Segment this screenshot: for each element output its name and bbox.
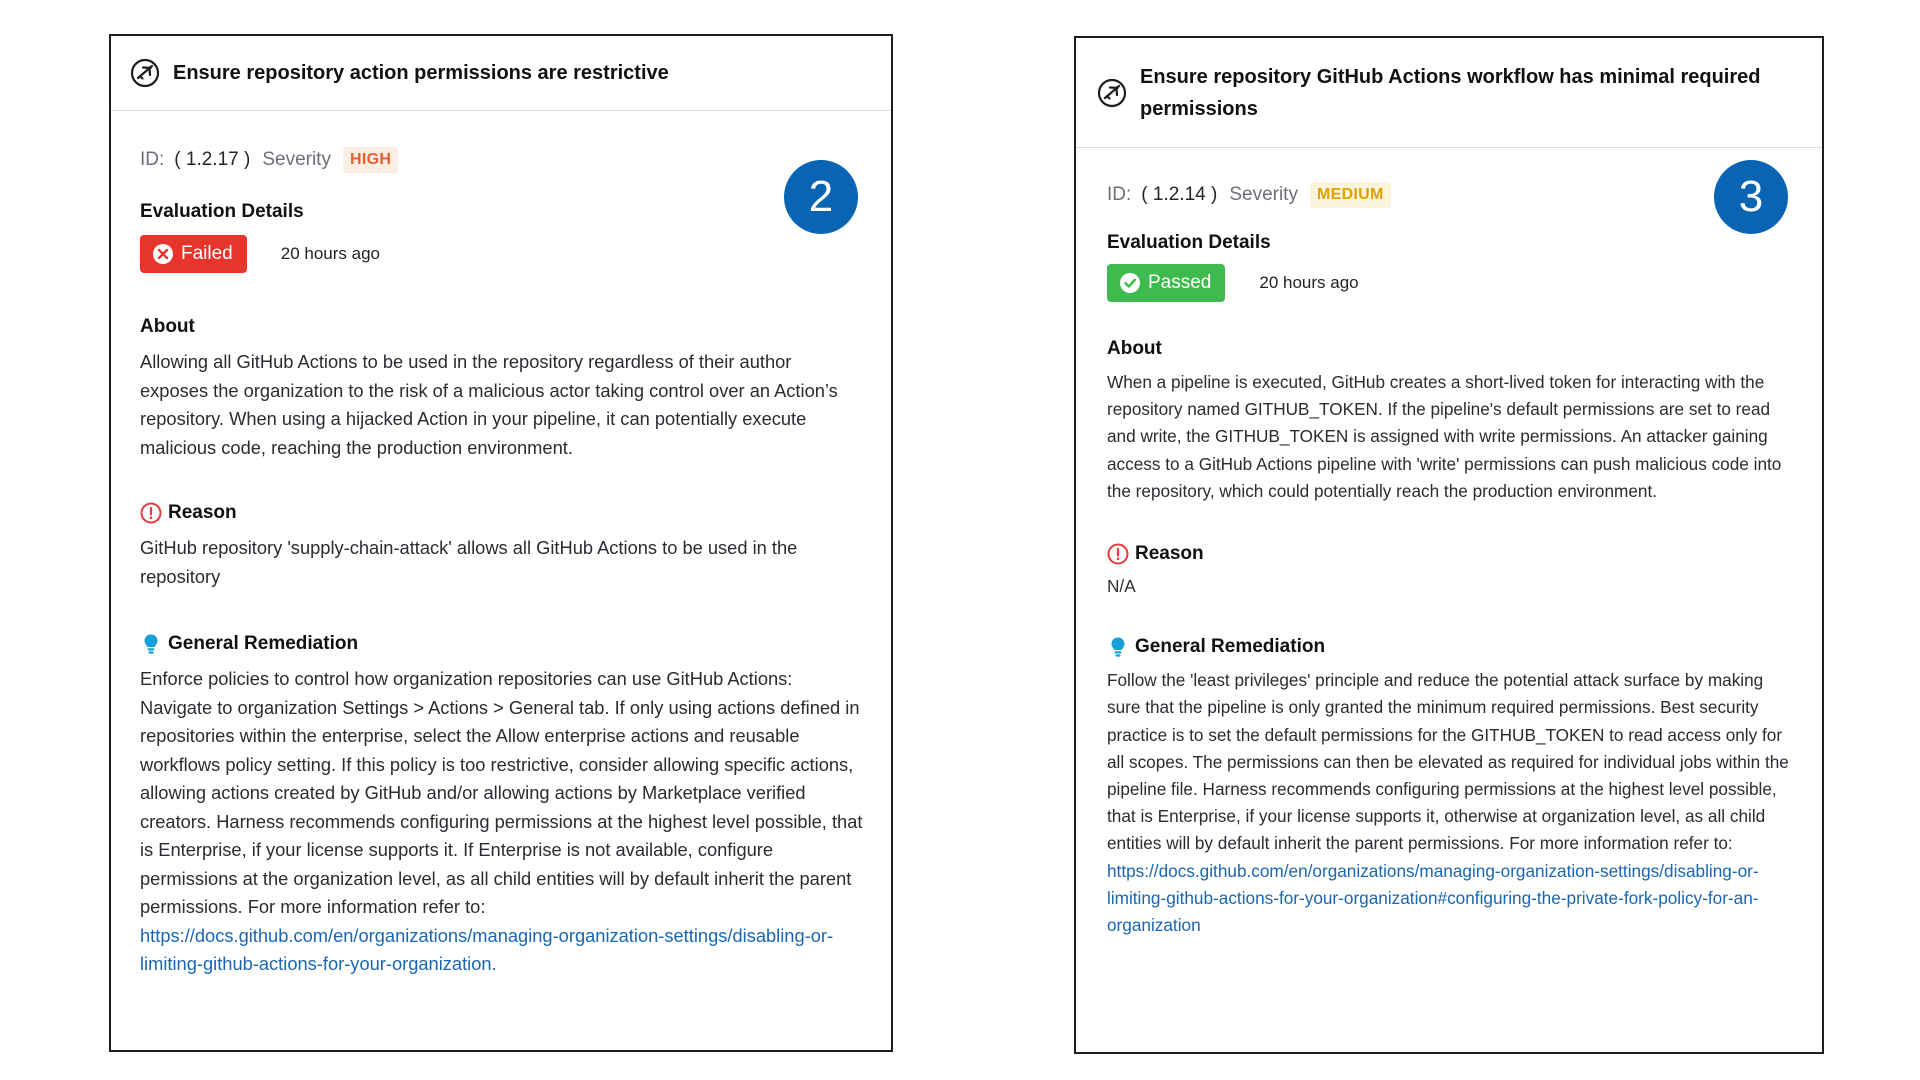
about-heading: About [140,316,195,337]
remediation-link[interactable]: https://docs.github.com/en/organizations/managing-organization-settings/disabling-or-limiting-github-actions-for-your-organization. [140,924,834,974]
card-header [111,36,891,111]
reason-text: GitHub repository 'supply-chain-attack' allows all GitHub Actions to be used in the repository [140,537,798,587]
card-title: Ensure repository GitHub Actions workflow has minimal required permissions [1140,65,1761,120]
remediation-text [140,665,863,979]
severity-badge: MEDIUM [1310,182,1391,208]
card-title: Ensure repository action permissions are restrictive [173,62,669,84]
exclamation-circle-icon [1107,543,1129,565]
status-label: Failed [181,243,233,264]
remediation-heading-label: General Remediation [1135,636,1326,658]
x-circle-icon [152,243,174,265]
evaluation-heading: Evaluation Details [140,201,304,222]
lightbulb-icon [1107,636,1129,658]
about-text: Allowing all GitHub Actions to be used in the repository regardless of their author exposes the organization to the risk of a malicious actor taking control over an Action’s repository. When using a hijacked Action in your pipeline, it can potentially execute malicious code, reaching the production environment. [140,351,838,458]
about-text: When a pipeline is executed, GitHub creates a short-lived token for interacting with the repository named GITHUB_TOKEN. If the pipeline's default permissions are set to read and write, the GITHUB_TOKEN is assigned with write permissions. An attacker gaining access to a GitHub Actions pipeline with 'write' permissions can push malicious code into the repository, which could potentially reach the production environment. [1107,372,1782,501]
policy-airplane-icon [129,57,161,89]
evaluated-time: 20 hours ago [1259,273,1359,292]
evaluated-time: 20 hours ago [280,244,380,263]
remediation-heading [1107,636,1794,658]
policy-airplane-icon [1096,77,1128,109]
remediation-heading [140,633,863,655]
remediation-link[interactable]: https://docs.github.com/en/organizations/managing-organization-settings/disabling-or-limiting-github-actions-for-your-organization#configuring-the-private-fork-policy-for-an-organization [1107,860,1759,936]
status-label: Passed [1148,272,1212,293]
severity-badge: HIGH [343,147,398,173]
lightbulb-icon [140,633,162,655]
reason-text: N/A [1107,576,1136,597]
remediation-body: Enforce policies to control how organization repositories can use GitHub Actions: Navigate to organization Settings > Actions > General tab. If only using actions defined in repositories within the enterprise, select the Allow enterprise actions and reusable workflows policy setting. If this policy is too restrictive, consider allowing specific actions, allowing actions created by GitHub and/or allowing actions by Marketplace verified creators. Harness recommends configuring permissions at the highest level possible, that is Enterprise, if your license supports it. If Enterprise is not available, configure permissions at the organization level, as all child entities will by default inherit the parent permissions. For more information refer to: [140,668,863,917]
id-label: ID: [1107,184,1132,205]
status-passed-pill [1107,264,1225,302]
reason-heading-label: Reason [168,502,237,523]
remediation-heading-label: General Remediation [168,633,359,654]
evaluation-row [140,235,863,273]
evaluation-row [1107,264,1794,302]
about-heading: About [1107,338,1162,359]
step-number-badge: 3 [1714,160,1788,234]
meta-row [140,145,863,175]
card-header [1076,38,1822,148]
severity-label: Severity [262,149,331,170]
remediation-text [1107,667,1794,939]
remediation-body: Follow the 'least privileges' principle and reduce the potential attack surface by making sure that the pipeline is only granted the minimum required permissions. Best security practice is to set the default permissions for the GITHUB_TOKEN to read access only for all scopes. The permissions can then be elevated as required for individual jobs within the pipeline file. Harness recommends configuring permissions at the highest level possible, that is Enterprise, if your license supports it, otherwise at organization level, as all child entities will by default inherit the parent permissions. For more information refer to: [1107,670,1789,854]
id-label: ID: [140,149,165,170]
reason-heading-label: Reason [1135,543,1204,565]
step-number-badge: 2 [784,160,858,234]
reason-heading [140,502,863,524]
policy-card-1 [109,34,893,1052]
status-failed-pill [140,235,247,273]
evaluation-heading: Evaluation Details [1107,232,1271,253]
id-value: ( 1.2.14 ) [1141,184,1218,205]
check-circle-icon [1119,272,1141,294]
reason-heading [1107,543,1794,565]
meta-row [1107,180,1794,210]
exclamation-circle-icon [140,502,162,524]
policy-card-2 [1074,36,1824,1054]
id-value: ( 1.2.17 ) [174,149,251,170]
card-body [111,111,891,979]
card-body [1076,148,1822,939]
severity-label: Severity [1229,184,1298,205]
